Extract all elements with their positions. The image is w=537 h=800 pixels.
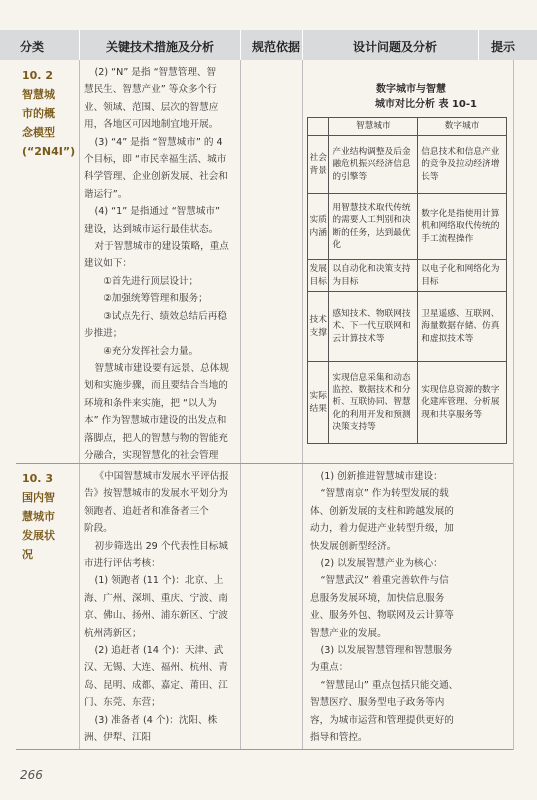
col-digital-city: 数字城市 (418, 118, 507, 136)
comparison-table-head (308, 118, 507, 136)
table-row: 发展目标 以自动化和决策支持为目标 以电子化和网络化为目标 (308, 260, 507, 292)
table-row: 实际结果 实现信息采集和动态监控、数据技术和分析、互联协同、智慧化的利用开发和预测决策支持等 实现信息资源的数字化建库管理、分析展现和共享服务等 (308, 362, 507, 444)
comparison-table (307, 117, 507, 444)
header-measures: 关键技术措施及分析 (106, 40, 215, 54)
page-number: 266 (20, 768, 43, 782)
header-tips: 提示 (491, 40, 516, 54)
header-basis: 规范依据 (252, 40, 301, 54)
category-10-2: 10. 2 智慧城 市的概 念模型 (“2N4I”) (22, 69, 76, 158)
table-row: 技术支撑 感知技术、物联网技术、下一代互联网和云计算技术等 卫星遥感、互联网、海量数据存储、仿真和虚拟技术等 (308, 292, 507, 362)
col-smart-city: 智慧城市 (329, 118, 418, 136)
section1-measures: (2) “N” 是指 “智慧管理、智 慧民生、智慧产业” 等众多个行 业、领域、范围、层次的智慧应 用，各地区可因地制宜地开展。 (3) “4” 是指 “智慧城市” 的 4 个目标，即 “市民幸福生活、城市 科学管理、企业创新发展、社会和 谐运行”。 (4) “1” 是指通过 “智慧城市” 建设，达到城市运行最佳状态。 对于智慧城市的建设策略，重点 建议如下： ①首先进行顶层设计； ②加强统筹管理和服务； ③试点先行、绩效总结后再稳 步推进； ④充分发挥社会力量。 智慧城市建设要有远景、总体规 划和实施步骤，而且要结合当地的 环境和条件来实施，把 “以人为 本” 作为智慧城市建设的出发点和 落脚点，把人的智慧与物的智能充 分融合，实现智慧化的社会管理 (84, 67, 229, 461)
table-row: 实质内涵 用智慧技术取代传统的需要人工判别和决断的任务，达到最优化 数字化是指使用计算机和网络取代传统的手工流程操作 (308, 194, 507, 260)
table-row: 社会背景 产业结构调整及后金融危机振兴经济信息的引擎等 信息技术和信息产业的竞争及拉动经济增长等 (308, 136, 507, 194)
header-design: 设计问题及分析 (353, 40, 438, 54)
table-header (0, 30, 537, 60)
section2-design-analysis: (1) 创新推进智慧城市建设： “智慧南京” 作为转型发展的载 体、创新发展的支柱和跨越发展的 动力，着力促进产业转型升级，加 快发展创新型经济。 (2) 以发展智慧产业为核心： “智慧武汉” 着重完善软件与信 息服务发展环境，加快信息服务 业、服务外包、物联网及云计算等 智慧产业的发展。 (3) 以发展智慧管理和智慧服务 为重点： “智慧昆山” 重点包括只能交通、 智慧医疗、服务型电子政务等内 容，为城市运营和管理提供更好的 指导和管控。 (310, 471, 459, 744)
header-category: 分类 (20, 40, 45, 54)
category-10-3: 10. 3 国内智 慧城市 发展状 况 (22, 472, 55, 561)
section2-measures: 《中国智慧城市发展水平评估报 告》按智慧城市的发展水平划分为 领跑者、追赶者和准备者三个 阶段。 初步筛选出 29 个代表性目标城 市进行评估考核： (1) 领跑者 (11 个)：北京、上 海、广州、深圳、重庆、宁波、南 京、佛山、扬州、浦东新区、宁波 杭州湾新区； (2) 追赶者 (14 个)：天津、武 汉、无锡、大连、福州、杭州、青 岛、昆明、成都、嘉定、莆田、江 门、东莞、东营； (3) 准备者 (4 个)：沈阳、株 洲、伊犁、江阳 (84, 471, 229, 744)
comparison-table-title: 数字城市与智慧 城市对比分析 表 10-1 (375, 84, 477, 110)
